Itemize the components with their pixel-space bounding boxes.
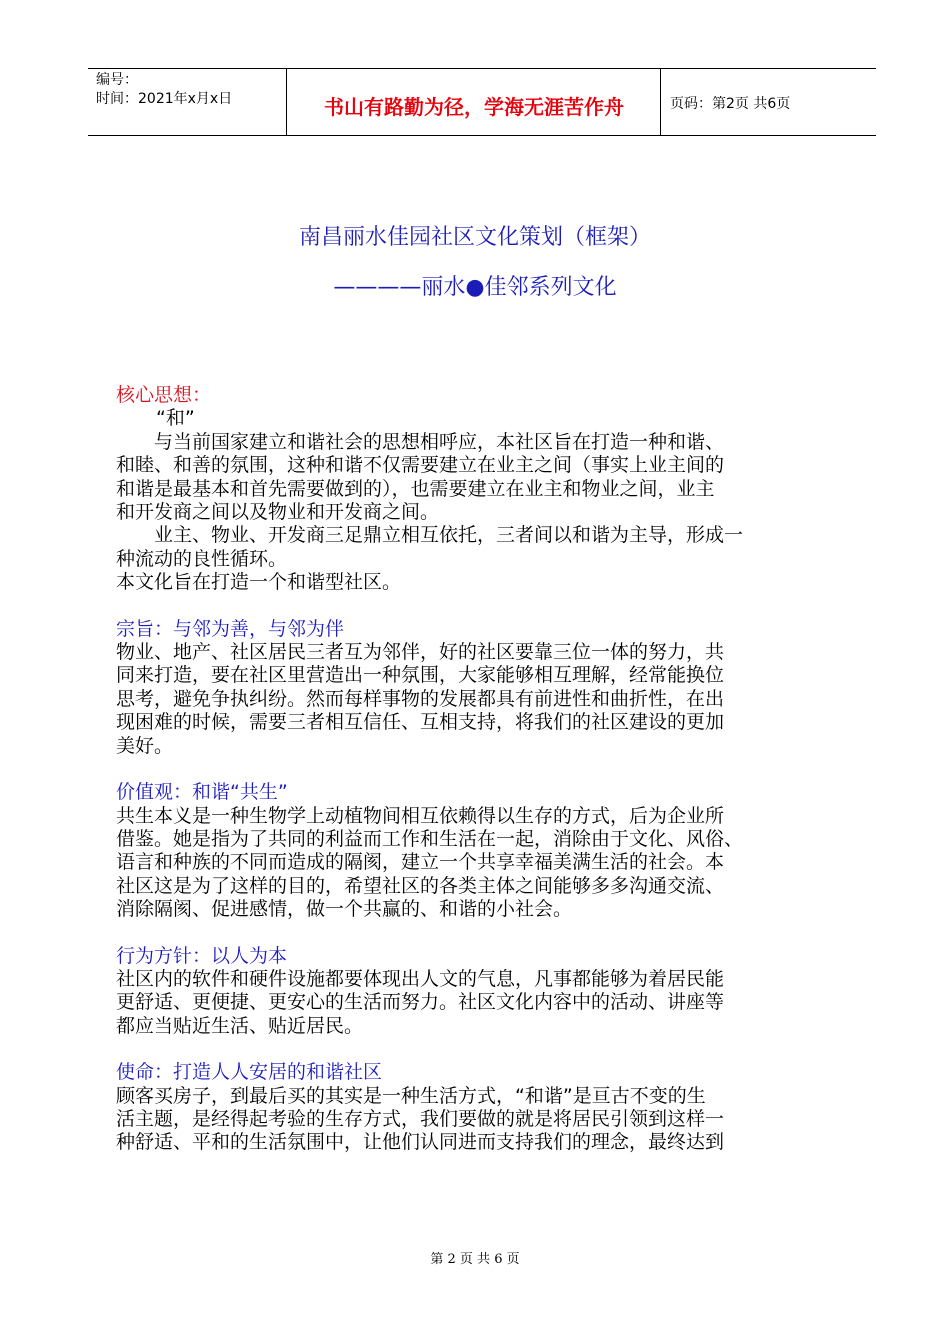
body-line: 同来打造，要在社区里营造出一种氛围，大家能够相互理解，经常能换位 <box>116 664 725 687</box>
page-header <box>88 68 876 136</box>
section-heading-values: 价值观：和谐“共生” <box>116 781 288 804</box>
body-line: 都应当贴近生活、贴近居民。 <box>116 1014 364 1037</box>
document-body <box>116 384 852 1155</box>
body-line: 和谐是最基本和首先需要做到的），也需要建立在业主和物业之间，业主 <box>116 477 715 500</box>
document-time-label: 时间：2021年x月x日 <box>96 91 233 107</box>
header-divider-left <box>286 69 287 135</box>
body-line: 社区内的软件和硬件设施都要体现出人文的气息，凡事都能够为着居民能 <box>116 967 725 990</box>
document-title: 南昌丽水佳园社区文化策划（框架） <box>298 225 651 250</box>
body-line: “和” <box>156 407 195 430</box>
header-meta <box>96 71 286 109</box>
body-line: 现困难的时候，需要三者相互信任、互相支持，将我们的社区建设的更加 <box>116 711 725 734</box>
section-heading-conduct: 行为方针：以人为本 <box>116 944 288 967</box>
page-footer: 第 2 页 共 6 页 <box>430 1252 520 1267</box>
header-divider-right <box>660 69 661 135</box>
body-line: 美好。 <box>116 734 174 757</box>
body-line: 业主、物业、开发商三足鼎立相互依托，三者间以和谐为主导，形成一 <box>154 524 744 547</box>
body-line: 更舒适、更便捷、更安心的生活而努力。社区文化内容中的活动、讲座等 <box>116 991 725 1014</box>
document-subtitle: ————丽水●佳邻系列文化 <box>333 275 617 300</box>
body-line: 顾客买房子，到最后买的其实是一种生活方式，“和谐”是亘古不变的生 <box>116 1084 706 1107</box>
section-heading-core-idea: 核心思想： <box>116 384 212 406</box>
body-line: 和睦、和善的氛围，这种和谐不仅需要建立在业主之间（事实上业主间的 <box>116 454 725 477</box>
header-motto: 书山有路勤为径，学海无涯苦作舟 <box>324 95 624 119</box>
header-page-info: 页码：第2页 共6页 <box>670 96 791 112</box>
body-line: 消除隔阂、促进感情，做一个共赢的、和谐的小社会。 <box>116 898 573 921</box>
document-number-label: 编号： <box>96 72 138 88</box>
body-line: 与当前国家建立和谐社会的思想相呼应，本社区旨在打造一种和谐、 <box>154 430 725 453</box>
body-line: 社区这是为了这样的目的，希望社区的各类主体之间能够多多沟通交流、 <box>116 874 725 897</box>
body-line: 种流动的良性循环。 <box>116 547 288 570</box>
section-heading-purpose: 宗旨：与邻为善，与邻为伴 <box>116 617 345 640</box>
body-line: 种舒适、平和的生活氛围中，让他们认同进而支持我们的理念，最终达到 <box>116 1131 725 1154</box>
section-heading-mission: 使命：打造人人安居的和谐社区 <box>116 1061 383 1084</box>
body-line: 活主题，是经得起考验的生存方式，我们要做的就是将居民引领到这样一 <box>116 1107 725 1130</box>
body-line: 和开发商之间以及物业和开发商之间。 <box>116 501 440 524</box>
body-line: 物业、地产、社区居民三者互为邻伴，好的社区要靠三位一体的努力，共 <box>116 641 725 664</box>
body-line: 共生本义是一种生物学上动植物间相互依赖得以生存的方式，后为企业所 <box>116 804 725 827</box>
body-line: 本文化旨在打造一个和谐型社区。 <box>116 571 402 594</box>
body-line: 语言和种族的不同而造成的隔阂，建立一个共享幸福美满生活的社会。本 <box>116 851 725 874</box>
body-line: 思考，避免争执纠纷。然而每样事物的发展都具有前进性和曲折性，在出 <box>116 687 725 710</box>
body-line: 借鉴。她是指为了共同的利益而工作和生活在一起，消除由于文化、风俗、 <box>116 827 744 850</box>
